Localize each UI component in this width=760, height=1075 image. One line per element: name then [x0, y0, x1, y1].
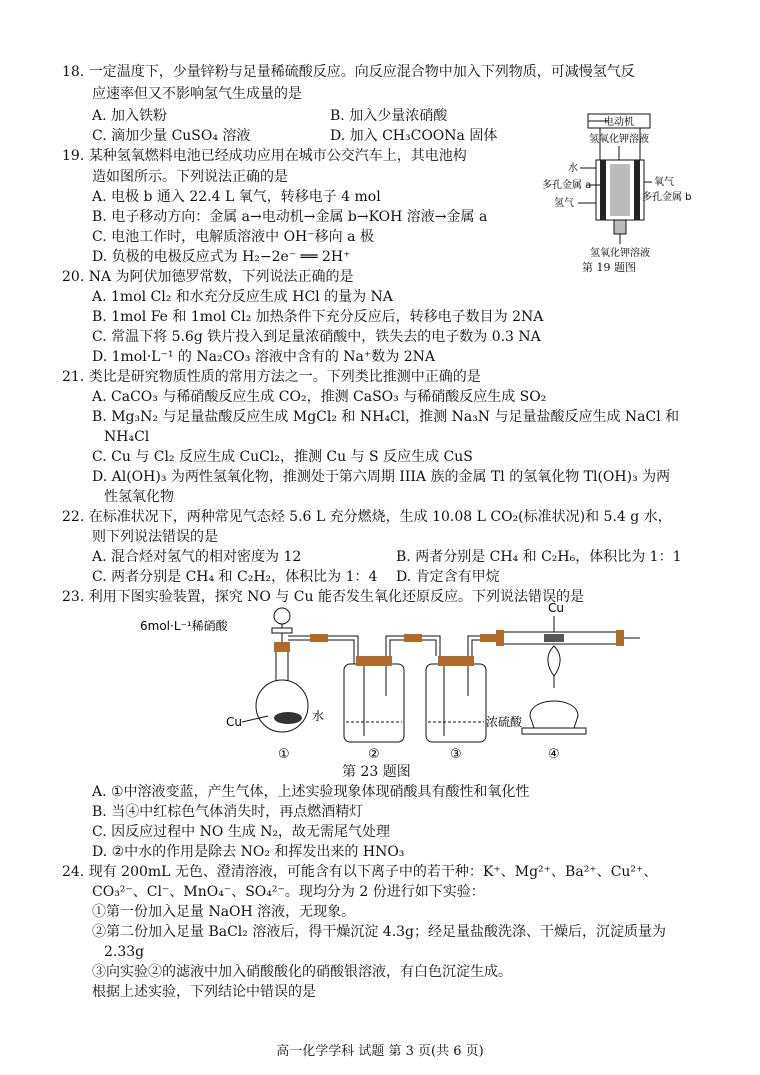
q24-step-2-line2: 2.33g [104, 944, 145, 960]
page-footer: 高一化学学科 试题 第 3 页(共 6 页) [276, 1044, 484, 1059]
bottom-solution-label: 氢氧化钾溶液 [590, 248, 650, 259]
q19-stem-line1: 19. 某种氢氧燃料电池已经成功应用在城市公交汽车上，其电池构 [62, 148, 467, 164]
q19-stem-line2: 造如图所示。下列说法正确的是 [92, 169, 288, 185]
q24-step-1: ①第一份加入足量 NaOH 溶液，无现象。 [92, 904, 356, 920]
q18-stem-line1: 18. 一定温度下，少量锌粉与足量稀硫酸反应。向反应混合物中加入下列物质，可减慢氢气反 [62, 64, 635, 80]
q20-option-a: A. 1mol Cl₂ 和水充分反应生成 HCl 的量为 NA [92, 289, 393, 305]
q23-figure-caption: 第 23 题图 [342, 764, 411, 780]
cu-top-label: Cu [548, 601, 564, 615]
q23-option-c: C. 因反应过程中 NO 生成 N₂，故无需尾气处理 [92, 824, 391, 840]
q21-option-c: C. Cu 与 Cl₂ 反应生成 CuCl₂，推测 Cu 与 S 反应生成 CuS [92, 449, 473, 465]
apparatus-1-label: ① [278, 747, 290, 762]
apparatus-4-label: ④ [548, 747, 560, 762]
q21-option-b-line1: B. Mg₃N₂ 与足量盐酸反应生成 MgCl₂ 和 NH₄Cl，推测 Na₃N 与足量盐酸反应生成 NaCl 和 [92, 409, 680, 425]
q22-option-a: A. 混合烃对氢气的相对密度为 12 [92, 549, 302, 565]
q22-option-b: B. 两者分别是 CH₄ 和 C₂H₆，体积比为 1：1 [396, 549, 682, 565]
q21-option-b-line2: NH₄Cl [104, 429, 150, 445]
fuel-cell-diagram [540, 112, 720, 272]
metal-b-label: 多孔金属 b [642, 192, 692, 203]
q24-stem-line2: CO₃²⁻、Cl⁻、MnO₄⁻、SO₄²⁻。现均分为 2 份进行如下实验： [92, 884, 485, 900]
apparatus-diagram [140, 596, 660, 766]
q22-stem-line2: 则下列说法错误的是 [92, 529, 218, 545]
q21-option-a: A. CaCO₃ 与稀硝酸反应生成 CO₂，推测 CaSO₃ 与稀硝酸反应生成 SO₂ [92, 389, 547, 405]
q24-step-2-line1: ②第二份加入足量 BaCl₂ 溶液后，得干燥沉淀 4.3g；经足量盐酸洗涤、干燥后，沉淀质量为 [92, 924, 667, 940]
apparatus-2-label: ② [368, 747, 380, 762]
cu-left-label: Cu [226, 715, 242, 729]
q18-option-b: B. 加入少量浓硝酸 [330, 108, 448, 124]
motor-label: 电动机 [604, 117, 634, 128]
top-solution-label: 氢氧化钾溶液 [589, 134, 649, 145]
q21-stem: 21. 类比是研究物质性质的常用方法之一。下列类比推测中正确的是 [62, 369, 481, 385]
q20-option-b: B. 1mol Fe 和 1mol Cl₂ 加热条件下充分反应后，转移电子数目为 2NA [92, 309, 544, 325]
q24-step-3: ③向实验②的滤液中加入硝酸酸化的硝酸银溶液，有白色沉淀生成。 [92, 964, 512, 980]
q19-option-a: A. 电极 b 通入 22.4 L 氧气，转移电子 4 mol [92, 189, 381, 205]
q19-option-c: C. 电池工作时，电解质溶液中 OH⁻移向 a 极 [92, 229, 374, 245]
q19-option-b: B. 电子移动方向：金属 a→电动机→金属 b→KOH 溶液→金属 a [92, 209, 488, 225]
q20-option-c: C. 常温下将 5.6g 铁片投入到足量浓硝酸中，铁失去的电子数为 0.3 NA [92, 329, 541, 345]
conc-acid-label: 浓硫酸 [486, 715, 523, 729]
q23-option-a: A. ①中溶液变蓝，产生气体，上述实验现象体现硝酸具有酸性和氧化性 [92, 784, 530, 800]
hydrogen-label: 氢气 [554, 198, 574, 209]
q21-option-d-line1: D. Al(OH)₃ 为两性氢氧化物，推测处于第六周期 IIIA 族的金属 Tl 的氢氧化物 Tl(OH)₃ 为两 [92, 469, 671, 485]
q18-option-d: D. 加入 CH₃COONa 固体 [330, 128, 498, 144]
q24-stem-line1: 24. 现有 200mL 无色、澄清溶液，可能含有以下离子中的若干种：K⁺、Mg²⁺、Ba²⁺、Cu²⁺、 [62, 864, 658, 880]
q19-option-d: D. 负极的电极反应式为 H₂−2e⁻ ══ 2H⁺ [92, 249, 351, 265]
q22-option-c: C. 两者分别是 CH₄ 和 C₂H₂，体积比为 1：4 [92, 569, 378, 585]
q21-option-d-line2: 性氢氧化物 [104, 489, 174, 505]
oxygen-label: 氧气 [654, 177, 674, 188]
q23-stem: 23. 利用下图实验装置，探究 NO 与 Cu 能否发生氧化还原反应。下列说法错误的是 [62, 589, 584, 605]
q22-option-d: D. 肯定含有甲烷 [396, 569, 500, 585]
q20-option-d: D. 1mol·L⁻¹ 的 Na₂CO₃ 溶液中含有的 Na⁺数为 2NA [92, 349, 435, 365]
q18-stem-line2: 应速率但又不影响氢气生成量的是 [92, 86, 302, 102]
q20-stem: 20. NA 为阿伏加德罗常数，下列说法正确的是 [62, 269, 354, 285]
acid-label: 6mol·L⁻¹稀硝酸 [140, 619, 228, 633]
q22-stem-line1: 22. 在标准状况下，两种常见气态烃 5.6 L 充分燃烧，生成 10.08 L CO₂(标准状况)和 5.4 g 水， [62, 509, 672, 525]
q19-figure-caption: 第 19 题图 [582, 261, 636, 274]
q18-option-c: C. 滴加少量 CuSO₄ 溶液 [92, 128, 251, 144]
apparatus-3-label: ③ [450, 747, 462, 762]
metal-a-label: 多孔金属 a [542, 180, 592, 191]
q24-conclusion-prompt: 根据上述实验，下列结论中错误的是 [92, 984, 316, 1000]
water-label: 水 [568, 163, 578, 174]
water-label: 水 [312, 709, 325, 723]
q23-option-b: B. 当④中红棕色气体消失时，再点燃酒精灯 [92, 804, 364, 820]
q18-option-a: A. 加入铁粉 [92, 108, 168, 124]
q23-option-d: D. ②中水的作用是除去 NO₂ 和挥发出来的 HNO₃ [92, 844, 405, 860]
